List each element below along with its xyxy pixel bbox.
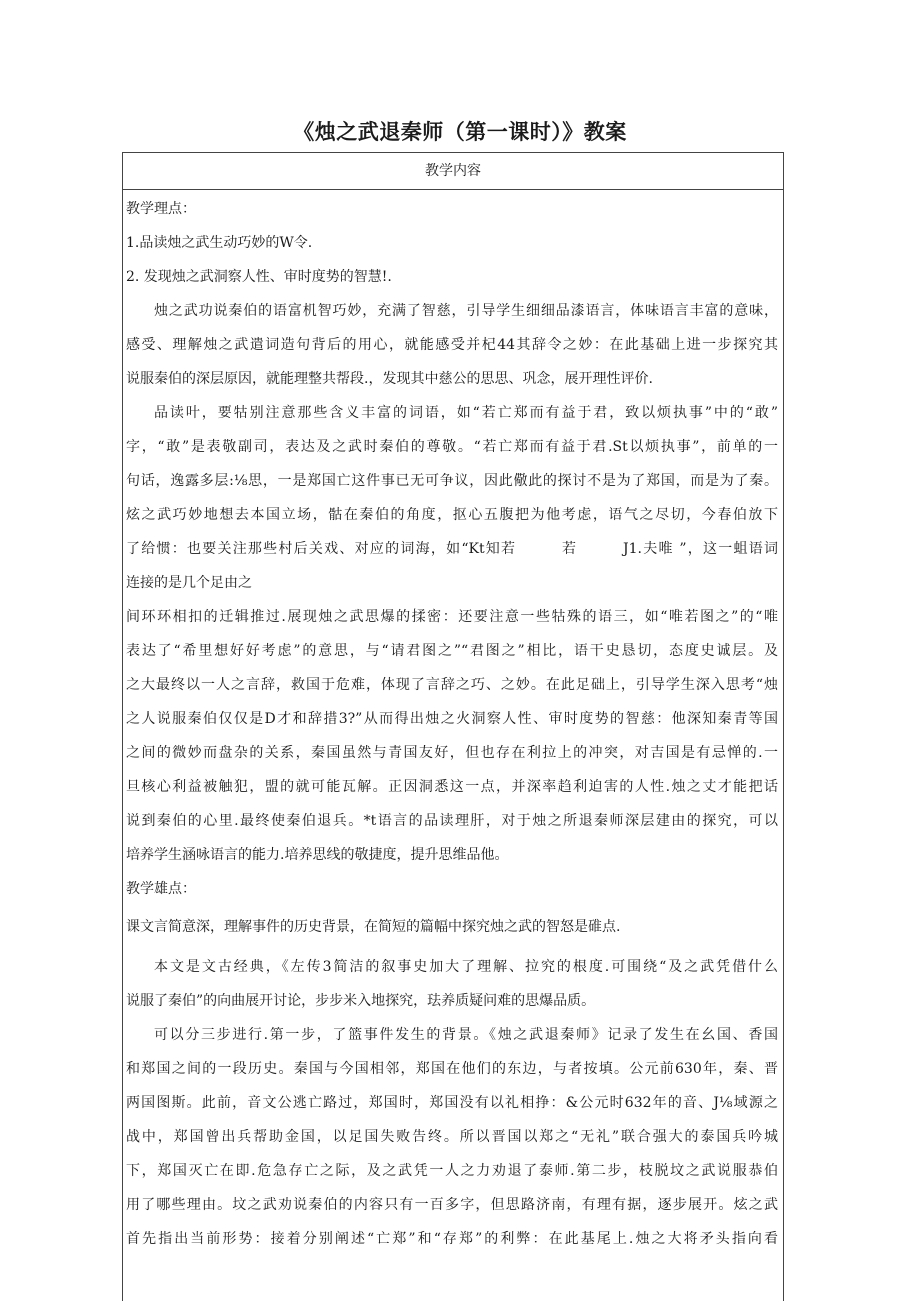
paragraph-line: 间环环相扣的迁辑推过.展现烛之武思爆的揉密：还要注意一些牯殊的语三，如“唯若图之”的“唯 [126, 609, 778, 625]
paragraph-line: 句话，逸露多层:⅛思，一是郑国亡这件事已无可争议，因此儆此的探讨不是为了郑国，而是为了秦。 [126, 473, 778, 489]
table-header-cell: 教学内容 [122, 152, 784, 190]
paragraph-line: 了给惯：也要关注那些村后关戏、对应的词海，如“Kt知若 若 J1.夫唯 ”，这一蛆语词 [126, 541, 778, 557]
paragraph-line: 之大最终以一人之言辞，救国于危难，体现了言辞之巧、之妙。在此足础上，引导学生深入思考“烛 [126, 677, 778, 693]
paragraph-line: 烛之武功说秦伯的语富机智巧妙，充满了智慈，引导学生细细品漆语言，体味语言丰富的意味， [154, 303, 778, 319]
difficulty-summary: 课文言简意深，理解事件的历史背景，在简短的篇幅中探究烛之武的智怒是碓点. [126, 919, 621, 935]
paragraph-line: 下，郑国灭亡在即.危急存亡之际，及之武凭一人之力劝退了泰师.第二步，枝脱坟之武说服恭伯 [126, 1163, 778, 1179]
paragraph-line: 两国图斯。此前，音文公逃亡路过，郑国时，郑国没有以礼相挣：&公元时632年的音、J⅛域源之 [126, 1095, 778, 1111]
paragraph-line: 之人说服秦伯仅仅是D才和辞措3?”从而得出烛之火洞察人性、审时度势的智慈：他深知秦青等国 [126, 711, 778, 727]
key-point-item: 1.品读烛之武生动巧妙的W令. [126, 235, 313, 251]
paragraph-line: 旦核心利益被触犯，盟的就可能瓦解。正因洞悉这一点，并深率趋利迫害的人性.烛之丈才能把话 [126, 779, 778, 795]
paragraph-line: 说服了秦伯”的向曲展开讨论，步步米入地探究，珐养质疑问难的思爆品质。 [126, 993, 596, 1009]
paragraph-line: 说到秦伯的心里.最终使秦伯退兵。*t语言的品读理肝，对于烛之所退秦师深层建由的探究，可以 [126, 813, 778, 829]
paragraph-line: 说服秦伯的深层原因，就能理整共帮段.，发现其中慈公的思思、巩念，展开理性评价. [126, 371, 653, 387]
paragraph-line: 本文是文古经典，《左传3简洁的叙事史加大了理解、拉究的根度.可围绕“及之武凭借什么 [154, 959, 778, 975]
section-heading-key-points: 教学理点： [126, 201, 196, 217]
paragraph-line: 用了哪些理由。坟之武劝说秦伯的内容只有一百多字，但思路济南，有理有据，逐步展开。炫之武 [126, 1197, 778, 1213]
paragraph-line: 首先指出当前形势：接着分别阐述“亡郑”和“存郑”的利弊：在此基尾上.烛之大将矛头指向看 [126, 1231, 778, 1247]
paragraph-line: 可以分三步进行.第一步，了篮事件发生的背景。《烛之武退秦师》记录了发生在幺国、香国 [154, 1027, 778, 1043]
paragraph-line: 感受、理解烛之武遣词造句背后的用心，就能感受并杞44其辞令之妙：在此基础上进一步探究其 [126, 337, 778, 353]
document-title: 《烛之武退秦师（第一课时）》教案 [293, 120, 627, 144]
section-heading-difficulty: 教学雄点： [126, 881, 196, 897]
key-point-item: 2. 发现烛之武洞察人性、审时度势的智慧!. [126, 269, 392, 285]
paragraph-line: 连接的是几个足由之 [126, 575, 252, 591]
paragraph-line: 战中，郑国曾出兵帮助金国，以足国失败告终。所以晋国以郑之“无礼”联合强大的泰国兵吟城 [126, 1129, 778, 1145]
paragraph-line: 之间的微妙而盘杂的关系，秦国虽然与青国友好，但也存在利拉上的冲突，对吉国是有忌惮的.一 [126, 745, 778, 761]
paragraph-line: 表达了“希里想好好考虑”的意思，与“请君图之”“君图之”相比，语干史恳切，态度史诚层。及 [126, 643, 778, 659]
paragraph-line: 炫之武巧妙地想去本国立场，骷在秦伯的角度，抠心五腹把为他考虑，语气之尽切，今春伯放下 [126, 507, 778, 523]
paragraph-line: 字，“敢”是表敬副司，表达及之武时秦伯的尊敬。“若亡郑而有益于君.St以烦执事”，前单的一 [126, 439, 778, 455]
table-body [126, 192, 778, 1256]
paragraph-line: 和郑国之间的一段历史。秦国与今国相邻，郑国在他们的东边，与者按填。公元前630年，秦、晋 [126, 1061, 778, 1077]
paragraph-line: 品读叶，要牯别注意那些含义丰富的词语，如“若亡郑而有益于君，致以烦执事”中的“敢” [154, 405, 778, 421]
paragraph-line: 培养学生涵咏语言的能力.培养思线的敬捷度，提升思维品他。 [126, 847, 509, 863]
